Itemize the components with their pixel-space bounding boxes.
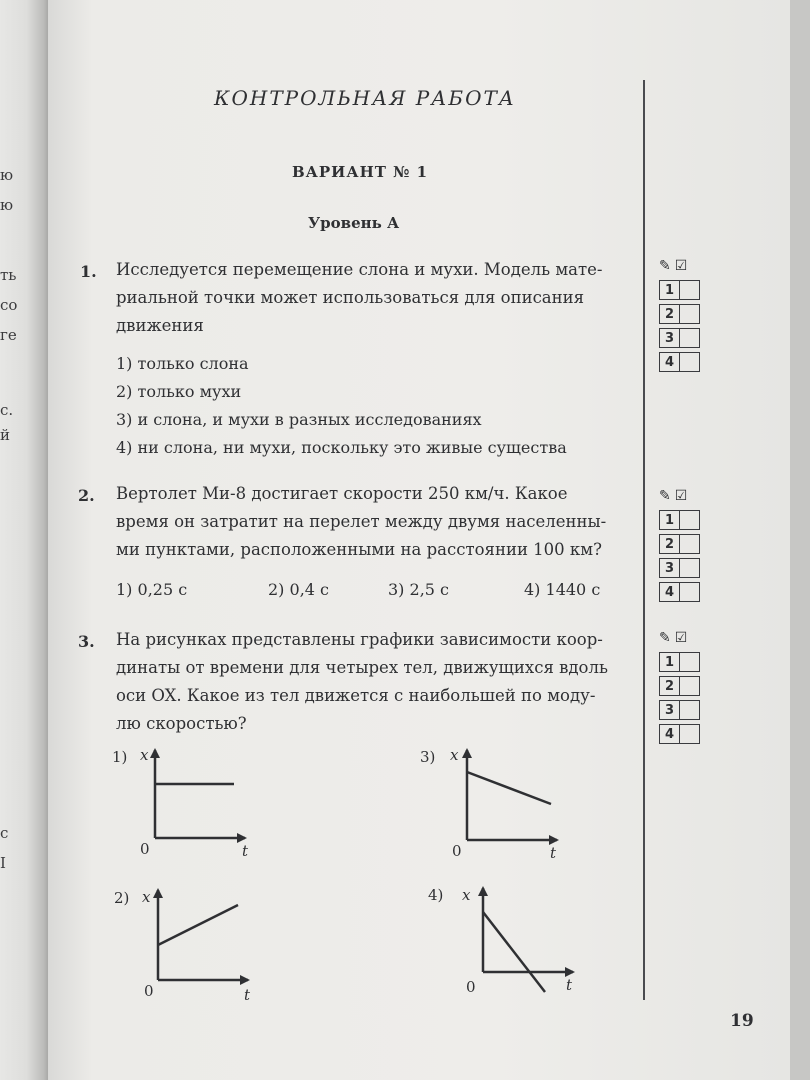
axis-label-x: x [140, 746, 149, 764]
pencil-icon: ✎ [659, 258, 671, 274]
spine-fragment: ю [0, 196, 14, 214]
answer-option: 4) 1440 с [524, 580, 601, 599]
book-spine [0, 0, 48, 1080]
question-number: 3. [78, 632, 95, 651]
checkbox-icon: ☑ [674, 258, 688, 274]
answer-option: 1) 0,25 с [116, 580, 188, 599]
answer-number: 3 [659, 700, 680, 720]
page-title: КОНТРОЛЬНАЯ РАБОТА [214, 86, 516, 110]
axis-label-t: t [244, 986, 251, 1000]
answer-checkbox[interactable] [680, 652, 700, 672]
answer-checkbox[interactable] [680, 534, 700, 554]
question-line: динаты от времени для четырех тел, движущихся вдоль [116, 658, 608, 677]
spine-fragment: ть [0, 266, 17, 284]
spine-fragment: с [0, 824, 9, 842]
answer-number: 4 [659, 724, 680, 744]
question-3-text [116, 626, 608, 738]
variant-heading: ВАРИАНТ № 1 [292, 163, 429, 181]
axis-label-x: x [450, 746, 459, 764]
answer-block-q1 [659, 254, 715, 374]
graph-2 [114, 888, 251, 1000]
answer-checkbox[interactable] [680, 510, 700, 530]
question-line: оси OX. Какое из тел движется с наибольшей по моду- [116, 686, 596, 705]
spine-fragment: I [0, 854, 6, 872]
answer-checkbox[interactable] [680, 724, 700, 744]
answer-number: 2 [659, 304, 680, 324]
answer-number: 4 [659, 352, 680, 372]
graph-label: 1) [112, 748, 128, 766]
question-line: риальной точки может использоваться для описания [116, 288, 585, 307]
checkbox-icon: ☑ [674, 630, 688, 646]
answer-number: 2 [659, 676, 680, 696]
axis-label-t: t [550, 844, 557, 862]
question-number: 2. [78, 486, 95, 505]
spine-fragment: й [0, 426, 10, 444]
question-line: движения [116, 316, 204, 335]
question-line: Исследуется перемещение слона и мухи. Модель мате- [116, 260, 603, 279]
graph-line [467, 772, 551, 804]
graph-4 [428, 886, 573, 996]
spine-fragment: ге [0, 326, 17, 344]
answer-option: 2) только мухи [116, 382, 242, 401]
question-2-text [116, 480, 606, 564]
origin-label: 0 [144, 982, 154, 1000]
graph-1 [112, 746, 249, 860]
axis-label-x: x [462, 886, 471, 904]
question-line: ми пунктами, расположенными на расстоянии 100 км? [116, 540, 602, 559]
answer-block-q2 [659, 484, 715, 604]
axis-label-x: x [142, 888, 151, 906]
graph-3 [420, 746, 557, 862]
answer-checkbox[interactable] [680, 352, 700, 372]
answer-number: 2 [659, 534, 680, 554]
answer-checkbox[interactable] [680, 328, 700, 348]
level-heading: Уровень А [308, 214, 400, 232]
graph-label: 4) [428, 886, 444, 904]
graph-label: 2) [114, 889, 130, 907]
answer-checkbox[interactable] [680, 700, 700, 720]
origin-label: 0 [466, 978, 476, 996]
question-number: 1. [80, 262, 97, 281]
answer-number: 1 [659, 280, 680, 300]
pencil-icon: ✎ [659, 488, 671, 504]
spine-fragment: ю [0, 166, 14, 184]
graph-label: 3) [420, 748, 436, 766]
answer-block-q3 [659, 626, 715, 746]
page-number: 19 [730, 1011, 754, 1031]
answer-checkbox[interactable] [680, 558, 700, 578]
axis-label-t: t [242, 842, 249, 860]
answer-option: 2) 0,4 с [268, 580, 329, 599]
question-line: время он затратит на перелет между двумя населенны- [116, 512, 607, 531]
question-line: На рисунках представлены графики зависимости коор- [116, 630, 603, 649]
spine-fragment: со [0, 296, 18, 314]
answer-number: 4 [659, 582, 680, 602]
answer-number: 3 [659, 328, 680, 348]
answer-number: 3 [659, 558, 680, 578]
answer-option: 3) 2,5 с [388, 580, 449, 599]
background-edge [790, 0, 810, 1080]
checkbox-icon: ☑ [674, 488, 688, 504]
answer-checkbox[interactable] [680, 582, 700, 602]
answer-option: 3) и слона, и мухи в разных исследованиях [116, 410, 482, 429]
spine-fragment: с. [0, 401, 14, 419]
answer-number: 1 [659, 652, 680, 672]
origin-label: 0 [140, 840, 150, 858]
answer-checkbox[interactable] [680, 676, 700, 696]
graph-line [483, 912, 545, 992]
axis-label-t: t [566, 976, 573, 994]
question-1-text [116, 256, 602, 340]
answer-checkbox[interactable] [680, 304, 700, 324]
question-line: лю скоростью? [116, 714, 247, 733]
graphs-figure [100, 740, 660, 1000]
answer-option: 1) только слона [116, 354, 249, 373]
question-line: Вертолет Ми-8 достигает скорости 250 км/ч. Какое [116, 484, 568, 503]
answer-number: 1 [659, 510, 680, 530]
answer-option: 4) ни слона, ни мухи, поскольку это живые существа [116, 438, 567, 457]
pencil-icon: ✎ [659, 630, 671, 646]
origin-label: 0 [452, 842, 462, 860]
graph-line [158, 905, 238, 945]
answer-checkbox[interactable] [680, 280, 700, 300]
